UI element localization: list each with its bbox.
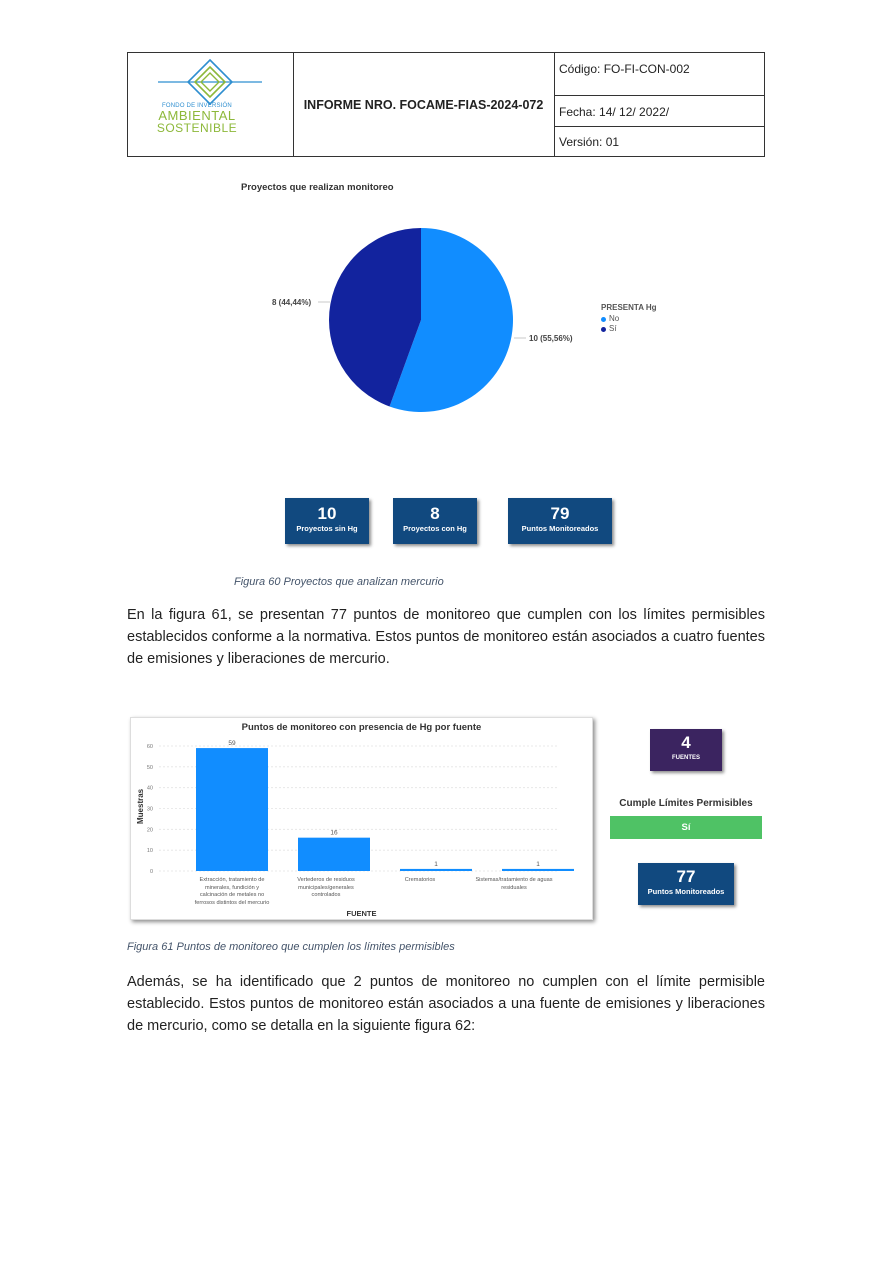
bar xyxy=(196,748,268,871)
bar-y-tick-label: 40 xyxy=(146,785,153,792)
bar-y-tick-label: 60 xyxy=(146,744,153,750)
kpi-proyectos-sin-hg xyxy=(285,498,369,544)
kpi-label: Proyectos con Hg xyxy=(403,524,467,533)
bar xyxy=(502,869,574,871)
bar xyxy=(400,869,472,871)
kpi-value: 10 xyxy=(317,504,337,523)
logo-text xyxy=(152,103,242,134)
bar-category-label: Extracción, tratamiento de minerales, fundición y calcinación de metales no ferrosos distintos del mercurio xyxy=(194,877,270,906)
bar-data-label: 16 xyxy=(330,829,338,837)
logo-cell xyxy=(128,53,294,156)
bar-y-tick-label: 50 xyxy=(146,764,153,771)
kpi-label: Puntos Monitoreados xyxy=(647,887,725,896)
report-title: INFORME NRO. FOCAME-FIAS-2024-072 xyxy=(293,53,555,156)
bar-chart-panel xyxy=(130,717,593,920)
doc-meta-cell xyxy=(554,53,764,156)
legend-dot-si xyxy=(601,327,606,332)
kpi-value: 79 xyxy=(550,504,570,523)
cumple-limites-value: Sí xyxy=(610,816,762,839)
bar-data-label: 1 xyxy=(536,860,540,868)
kpi-label: Puntos Monitoreados xyxy=(521,524,599,533)
doc-version: Versión: 01 xyxy=(559,135,620,149)
bar-category-label: Crematorios xyxy=(404,877,436,883)
bar-y-tick-label: 10 xyxy=(146,848,153,855)
kpi-puntos-monitoreados xyxy=(508,498,612,544)
kpi-label: FUENTES xyxy=(671,755,700,761)
bar xyxy=(298,838,370,871)
bar-category-label: Sistemas/tratamiento de aguas residuales xyxy=(475,877,553,891)
figure-61-caption: Figura 61 Puntos de monitoreo que cumplen los límites permisibles xyxy=(127,941,455,953)
bar-y-tick-label: 30 xyxy=(146,806,153,813)
legend-label-no: No xyxy=(609,314,620,323)
document-header xyxy=(127,52,765,157)
figure-60-caption: Figura 60 Proyectos que analizan mercurio xyxy=(234,576,444,588)
legend-label-si: Sí xyxy=(609,324,617,333)
logo-line1: FONDO DE INVERSIÓN xyxy=(162,103,232,109)
doc-date: Fecha: 14/ 12/ 2022/ xyxy=(554,96,764,127)
legend-title: PRESENTA Hg xyxy=(601,303,657,312)
logo-line3: SOSTENIBLE xyxy=(156,121,238,135)
paragraph-1: En la figura 61, se presentan 77 puntos de monitoreo que cumplen con los límites permisibles establecidos conforme a la normativa. Estos puntos de monitoreo están asociados a cuatro fuentes de emisiones y liberaciones de mercurio. xyxy=(127,607,765,667)
kpi-value: 8 xyxy=(430,504,440,523)
kpi-proyectos-con-hg xyxy=(393,498,477,544)
legend-item-si xyxy=(601,324,657,334)
bar-y-tick-label: 0 xyxy=(149,869,153,875)
kpi-value: 4 xyxy=(681,733,691,752)
bar-y-tick-label: 20 xyxy=(146,827,153,834)
pie-label-si: 8 (44,44%) xyxy=(272,298,312,307)
paragraph-2: Además, se ha identificado que 2 puntos de monitoreo no cumplen con el límite permisible establecido. Estos puntos de monitoreo están asociados a una fuente de emisiones y liberaciones de mercurio, como se detalla en la siguiente figura 62: xyxy=(127,974,765,1034)
logo-line2: AMBIENTAL xyxy=(158,108,236,123)
kpi-value: 77 xyxy=(676,867,696,886)
pie-chart-title: Proyectos que realizan monitoreo xyxy=(241,182,394,193)
bar-y-axis-label: Muestras xyxy=(136,788,145,824)
bar-data-label: 59 xyxy=(228,740,236,748)
pie-legend xyxy=(601,303,657,334)
bar-category-label: Vertederos de residuos municipales/generales controlados xyxy=(297,877,355,898)
cumple-limites-title: Cumple Límites Permisibles xyxy=(619,798,753,809)
legend-dot-no xyxy=(601,317,606,322)
kpi-fuentes xyxy=(650,729,722,771)
bar-data-label: 1 xyxy=(434,860,438,868)
legend-item-no xyxy=(601,314,657,324)
pie-label-no: 10 (55,56%) xyxy=(529,334,573,343)
kpi-puntos-monitoreados-77 xyxy=(638,863,734,905)
kpi-label: Proyectos sin Hg xyxy=(296,524,358,533)
bar-x-axis-label: FUENTE xyxy=(346,909,377,918)
bar-chart-title: Puntos de monitoreo con presencia de Hg por fuente xyxy=(241,722,482,733)
doc-code: Código: FO-FI-CON-002 xyxy=(554,53,764,96)
pie-chart xyxy=(260,220,590,420)
